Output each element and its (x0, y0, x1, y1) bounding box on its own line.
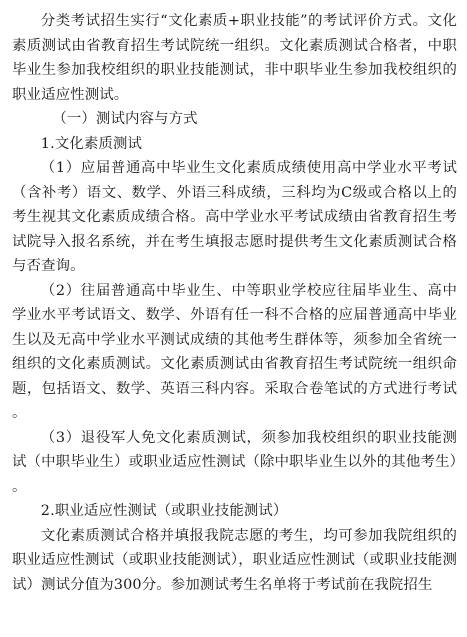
paragraph-3: （3）退役军人免文化素质测试，须参加我校组织的职业技能测试（中职毕业生）或职业适应性测试（除中职毕业生以外的其他考生）。 (12, 429, 457, 495)
paragraph-4: 文化素质测试合格并填报我院志愿的考生，均可参加我院组织的职业适应性测试（或职业技能测试），职业适应性测试（或职业技能测试）测试分值为300分。参加测试考生名单将于考试前在我院招生 (12, 527, 457, 593)
subsection-heading-1: 1.文化素质测试 (40, 135, 143, 152)
paragraph-2: （2）往届普通高中毕业生、中等职业学校应往届毕业生、高中学业水平考试语文、数学、外语有任一科不合格的应届普通高中毕业生以及无高中学业水平测试成绩的其他考生群体等，须参加全省统一组织的文化素质测试。文化素质测试由省教育招生考试院统一组织命题，包括语文、数学、英语三科内容。采取合卷笔试的方式进行考试。 (12, 282, 457, 421)
intro-paragraph: 分类考试招生实行“文化素质+职业技能”的考试评价方式。文化素质测试由省教育招生考试院统一组织。文化素质测试合格者，中职毕业生参加我校组织的职业技能测试，非中职毕业生参加我校组织的职业适应性测试。 (12, 13, 457, 103)
paragraph-1: （1）应届普通高中毕业生文化素质成绩使用高中学业水平考试（含补考）语文、数学、外语三科成绩，三科均为C级或合格以上的考生视其文化素质成绩合格。高中学业水平考试成绩由省教育招生考试院导入报名系统，并在考生填报志愿时提供考生文化素质测试合格与否查询。 (12, 160, 457, 274)
section-heading: （一）测试内容与方式 (52, 111, 198, 127)
subsection-heading-2: 2.职业适应性测试（或职业技能测试） (40, 503, 288, 519)
